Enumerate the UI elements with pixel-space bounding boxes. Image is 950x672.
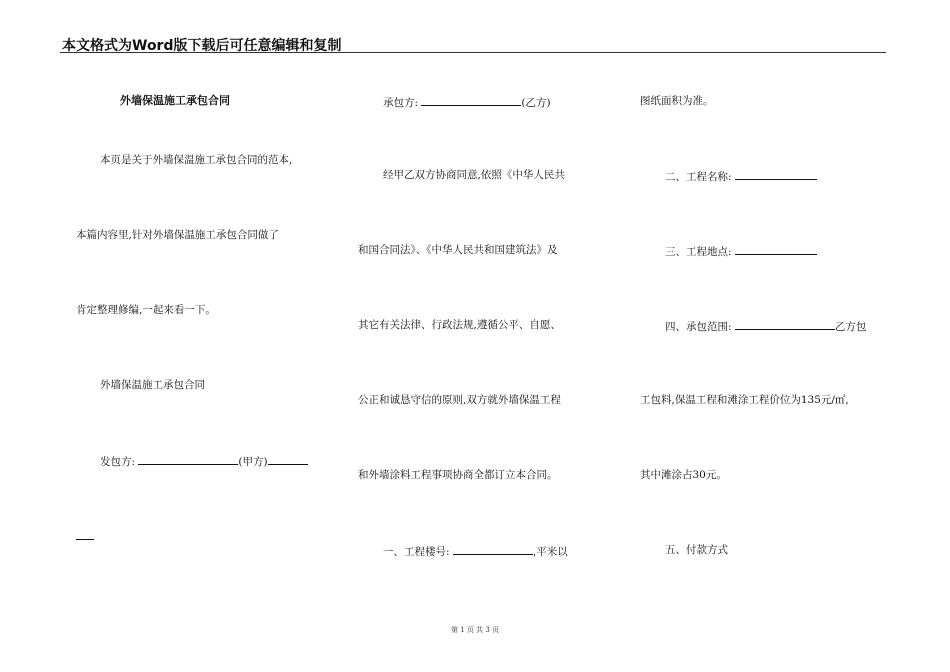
item-2-blank xyxy=(735,168,817,180)
item-4-suffix: 乙方包 xyxy=(834,321,867,333)
party-b-line xyxy=(383,94,551,110)
contract-title: 外墙保温施工承包合同 xyxy=(120,94,230,107)
page-header: 本文格式为Word版下载后可任意编辑和复制 xyxy=(62,38,342,54)
item-4-blank xyxy=(735,318,835,330)
body-line-5: 和外墙涂料工程事项协商全都订立本合同。 xyxy=(358,469,558,481)
party-a-trailing-blank xyxy=(268,453,308,465)
item-1-label: 一、工程楼号: xyxy=(383,546,450,558)
col3-line-0: 图纸面积为准。 xyxy=(640,95,714,107)
item-1-suffix: ,平米以 xyxy=(532,546,568,558)
item-3-blank xyxy=(735,243,817,255)
price-line: 工包料,保温工程和滩涂工程价位为135元/㎡, xyxy=(640,394,849,406)
item-3-line xyxy=(665,243,817,259)
item-1-line xyxy=(383,543,568,559)
header-divider xyxy=(60,52,886,53)
body-line-4: 公正和诚恳守信的原则,双方就外墙保温工程 xyxy=(358,394,561,406)
item-4-label: 四、承包范围: xyxy=(665,321,732,333)
intro-line-2: 本篇内容里,针对外墙保温施工承包合同做了 xyxy=(76,229,279,241)
party-b-suffix: (乙方) xyxy=(521,97,551,109)
paint-line: 其中滩涂占30元。 xyxy=(640,469,727,481)
intro-line-3: 肯定整理修编,一起来看一下。 xyxy=(76,304,216,316)
item-2-label: 二、工程名称: xyxy=(665,171,732,183)
continuation-blank xyxy=(76,528,94,540)
body-line-1: 经甲乙双方协商同意,依照《中华人民共 xyxy=(383,169,565,181)
item-5-line: 五、付款方式 xyxy=(665,544,728,556)
contract-subtitle: 外墙保温施工承包合同 xyxy=(100,379,205,391)
party-a-suffix: (甲方) xyxy=(238,456,268,468)
party-b-label: 承包方: xyxy=(383,97,419,109)
item-1-blank xyxy=(453,543,533,555)
item-4-line xyxy=(665,318,866,334)
page-footer: 第 1 页 共 3 页 xyxy=(450,626,500,634)
body-line-2: 和国合同法》、《中华人民共和国建筑法》及 xyxy=(358,244,558,256)
intro-line-1: 本页是关于外墙保温施工承包合同的范本, xyxy=(100,154,293,166)
party-b-blank xyxy=(421,94,521,106)
body-line-3: 其它有关法律、行政法规,遵循公平、自愿、 xyxy=(358,319,561,331)
party-a-blank xyxy=(138,453,238,465)
item-3-label: 三、工程地点: xyxy=(665,246,732,258)
item-2-line xyxy=(665,168,817,184)
party-a-line xyxy=(100,453,308,469)
party-a-label: 发包方: xyxy=(100,456,136,468)
party-a-continuation-blank xyxy=(76,528,94,544)
